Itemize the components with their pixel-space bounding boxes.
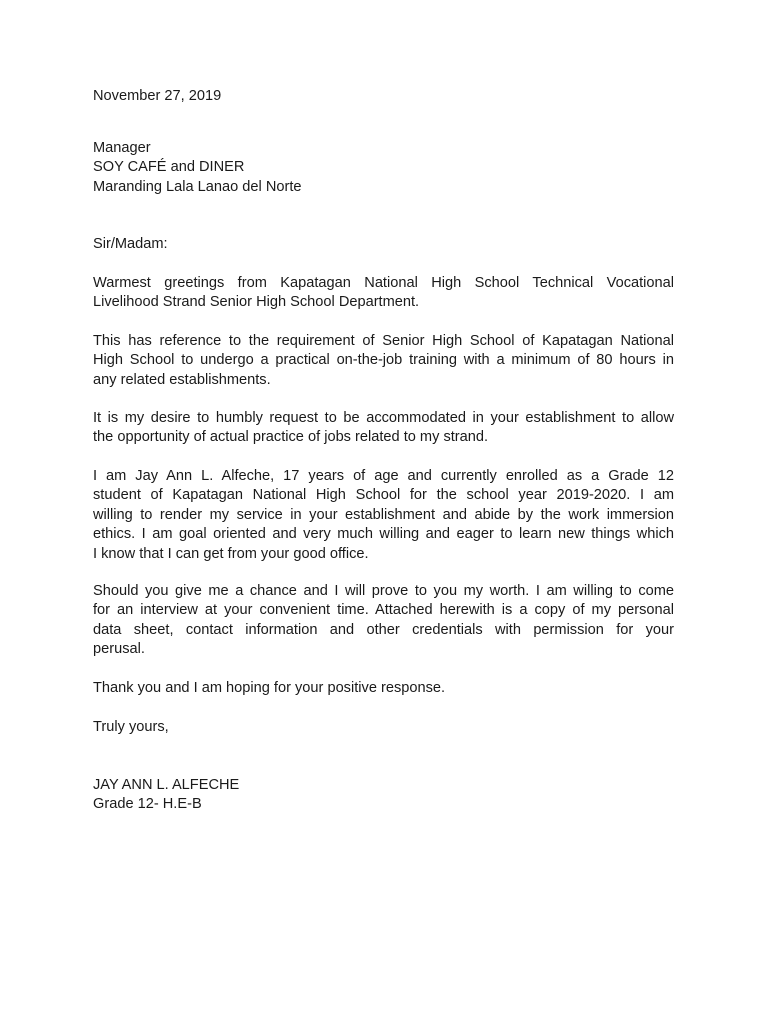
paragraph-line: data sheet, contact information and other credentials with permission for your — [93, 621, 674, 638]
paragraph-line: This has reference to the requirement of Senior High School of Kapatagan National — [93, 333, 674, 349]
paragraph-line: High School to undergo a practical on-the-job training with a minimum of 80 hours in — [93, 352, 674, 369]
paragraph-line: Livelihood Strand Senior High School Department. — [93, 294, 420, 311]
paragraph-offer — [93, 582, 674, 660]
closing — [93, 718, 674, 737]
paragraph-line: the opportunity of actual practice of jobs related to my strand. — [93, 429, 489, 446]
recipient-address: Maranding Lala Lanao del Norte — [93, 178, 302, 195]
paragraph-line: student of Kapatagan National High School for the school year 2019-2020. I am — [93, 487, 674, 504]
recipient-title: Manager — [93, 140, 151, 156]
signature-block — [93, 776, 674, 815]
paragraph-greeting — [93, 274, 674, 313]
salutation — [93, 235, 674, 254]
recipient-block — [93, 139, 674, 197]
paragraph-introduction — [93, 467, 674, 564]
signature-name: JAY ANN L. ALFECHE — [93, 777, 240, 793]
paragraph-line: Thank you and I am hoping for your positive response. — [93, 680, 446, 696]
paragraph-line: Should you give me a chance and I will prove to you my worth. I am willing to come — [93, 583, 674, 599]
date-text: November 27, 2019 — [93, 88, 222, 104]
paragraph-line: for an interview at your convenient time. Attached herewith is a copy of my personal — [93, 602, 674, 619]
paragraph-line: Warmest greetings from Kapatagan National High School Technical Vocational — [93, 275, 674, 291]
paragraph-thanks — [93, 679, 674, 698]
paragraph-reference — [93, 332, 674, 390]
paragraph-line: I am Jay Ann L. Alfeche, 17 years of age and currently enrolled as a Grade 12 — [93, 468, 674, 484]
paragraph-line: It is my desire to humbly request to be accommodated in your establishment to allow — [93, 410, 674, 426]
letter-date — [93, 87, 674, 106]
paragraph-line: any related establishments. — [93, 371, 271, 388]
signature-section: Grade 12- H.E-B — [93, 796, 202, 813]
paragraph-line: ethics. I am goal oriented and very much willing and eager to learn new things which — [93, 526, 674, 543]
paragraph-line: I know that I can get from your good office. — [93, 545, 369, 562]
paragraph-line: perusal. — [93, 641, 145, 658]
paragraph-line: willing to render my service in your establishment and abide by the work immersion — [93, 506, 674, 523]
recipient-business: SOY CAFÉ and DINER — [93, 159, 245, 176]
salutation-text: Sir/Madam: — [93, 236, 168, 252]
closing-text: Truly yours, — [93, 719, 169, 735]
paragraph-request — [93, 409, 674, 448]
